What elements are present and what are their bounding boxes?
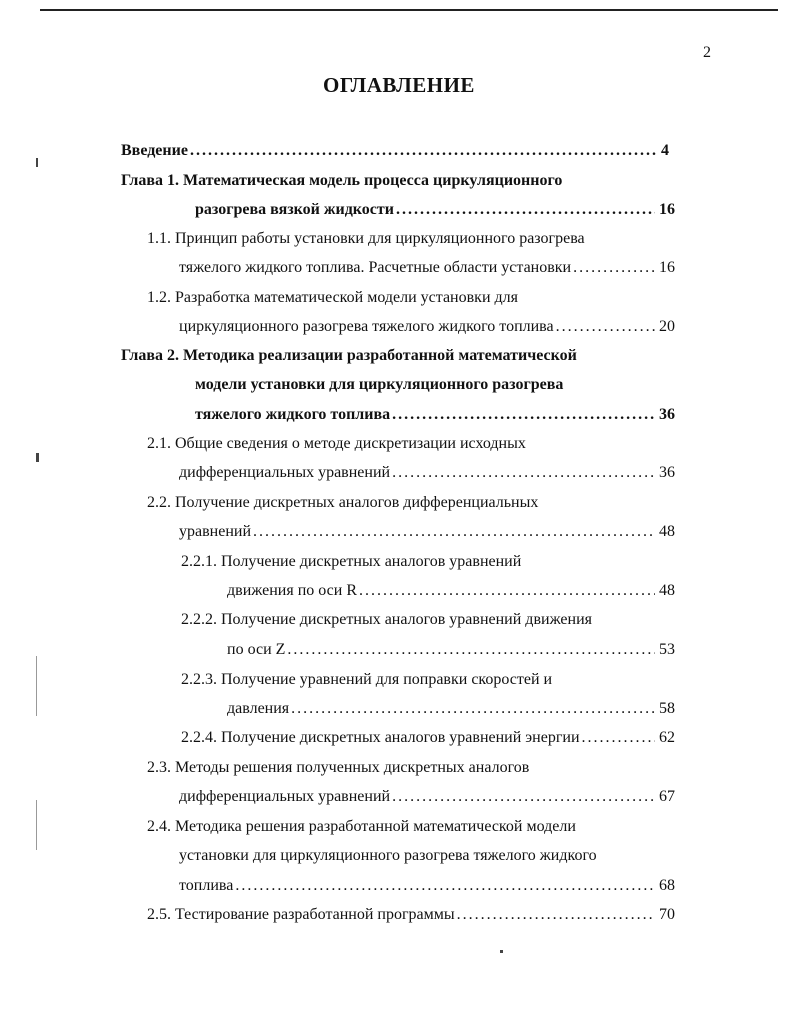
toc-entry-section-2-1[interactable]	[179, 463, 675, 483]
toc-entry-title: 2.5. Тестирование разработанной программы	[147, 906, 455, 923]
scan-speck	[36, 453, 39, 462]
toc-entry-title: движения по оси R	[227, 582, 357, 599]
toc-section-2-3-line-1[interactable]: 2.3. Методы решения полученных дискретных аналогов	[147, 759, 530, 776]
toc-section-1-2-line-1[interactable]: 1.2. Разработка математической модели установки для	[147, 289, 518, 306]
toc-section-2-2-line-1[interactable]: 2.2. Получение дискретных аналогов дифференциальных	[147, 494, 539, 511]
toc-entry-title: 2.2.4. Получение дискретных аналогов уравнений энергии	[181, 729, 580, 746]
scan-margin-line	[36, 656, 37, 716]
toc-page-number: 16	[659, 201, 675, 218]
toc-entry-title: разогрева вязкой жидкости	[195, 201, 394, 218]
toc-page-number: 36	[659, 406, 675, 423]
toc-page-number: 53	[659, 641, 675, 658]
toc-chapter-2-line-1[interactable]: Глава 2. Методика реализации разработанной математической	[121, 347, 577, 364]
toc-entry-title: дифференциальных уравнений	[179, 788, 391, 805]
toc-entry-chapter-1[interactable]	[195, 200, 675, 220]
toc-entry-title: дифференциальных уравнений	[179, 464, 391, 481]
toc-page-number: 36	[659, 464, 675, 481]
toc-page-number: 68	[659, 877, 675, 894]
toc-page-number: 48	[659, 523, 675, 540]
toc-section-2-2-1-line-1[interactable]: 2.2.1. Получение дискретных аналогов уравнений	[181, 553, 522, 570]
dot-leader	[392, 405, 655, 425]
toc-entry-section-2-2-3[interactable]	[227, 699, 675, 719]
toc-entry-chapter-2[interactable]	[195, 405, 675, 425]
toc-chapter-1-line-1[interactable]: Глава 1. Математическая модель процесса циркуляционного	[121, 172, 563, 189]
page-title: ОГЛАВЛЕНИЕ	[323, 73, 475, 97]
scan-speck	[500, 950, 503, 953]
dot-leader	[392, 463, 655, 483]
dot-leader	[190, 141, 657, 161]
toc-entry-title: топлива	[179, 877, 234, 894]
toc-page-number: 4	[661, 142, 669, 159]
dot-leader	[287, 640, 655, 660]
toc-chapter-2-line-2[interactable]: модели установки для циркуляционного разогрева	[195, 376, 564, 393]
toc-page-number: 67	[659, 788, 675, 805]
toc-entry-title: по оси Z	[227, 641, 286, 658]
toc-page-number: 58	[659, 700, 675, 717]
toc-section-2-2-2-line-1[interactable]: 2.2.2. Получение дискретных аналогов уравнений движения	[181, 611, 592, 628]
toc-section-1-1-line-1[interactable]: 1.1. Принцип работы установки для циркуляционного разогрева	[147, 230, 585, 247]
dot-leader	[582, 728, 655, 748]
dot-leader	[253, 522, 655, 542]
dot-leader	[392, 787, 655, 807]
toc-entry-section-2-4[interactable]	[179, 876, 675, 896]
toc-entry-section-1-2[interactable]	[179, 317, 675, 337]
toc-section-2-1-line-1[interactable]: 2.1. Общие сведения о методе дискретизации исходных	[147, 435, 526, 452]
toc-page-number: 16	[659, 259, 675, 276]
toc-section-2-4-line-1[interactable]: 2.4. Методика решения разработанной математической модели	[147, 818, 576, 835]
toc-entry-section-1-1[interactable]	[179, 258, 675, 278]
toc-entry-title: тяжелого жидкого топлива. Расчетные области установки	[179, 259, 572, 276]
toc-entry-section-2-2-1[interactable]	[227, 581, 675, 601]
toc-page-number: 70	[659, 906, 675, 923]
scan-margin-line	[36, 800, 37, 850]
toc-page-number: 62	[659, 729, 675, 746]
page-number: 2	[703, 44, 711, 61]
dot-leader	[235, 876, 655, 896]
toc-entry-title: давления	[227, 700, 290, 717]
toc-section-2-2-3-line-1[interactable]: 2.2.3. Получение уравнений для поправки скоростей и	[181, 671, 553, 688]
dot-leader	[359, 581, 655, 601]
dot-leader	[457, 905, 655, 925]
toc-entry-section-2-5[interactable]	[147, 905, 675, 925]
toc-entry-section-2-2[interactable]	[179, 522, 675, 542]
toc-entry-section-2-2-2[interactable]	[227, 640, 675, 660]
scan-speck	[36, 158, 38, 167]
toc-entry-title: уравнений	[179, 523, 252, 540]
dot-leader	[556, 317, 655, 337]
dot-leader	[573, 258, 655, 278]
toc-page-number: 48	[659, 582, 675, 599]
toc-entry-title: циркуляционного разогрева тяжелого жидкого топлива	[179, 318, 554, 335]
dot-leader	[291, 699, 655, 719]
toc-entry-title: Введение	[121, 142, 188, 159]
toc-entry-section-2-2-4[interactable]	[181, 728, 675, 748]
dot-leader	[396, 200, 655, 220]
toc-page-number: 20	[659, 318, 675, 335]
toc-section-2-4-line-2[interactable]: установки для циркуляционного разогрева тяжелого жидкого	[179, 847, 597, 864]
toc-entry-section-2-3[interactable]	[179, 787, 675, 807]
toc-entry-intro[interactable]	[121, 141, 669, 161]
toc-entry-title: тяжелого жидкого топлива	[195, 406, 391, 423]
